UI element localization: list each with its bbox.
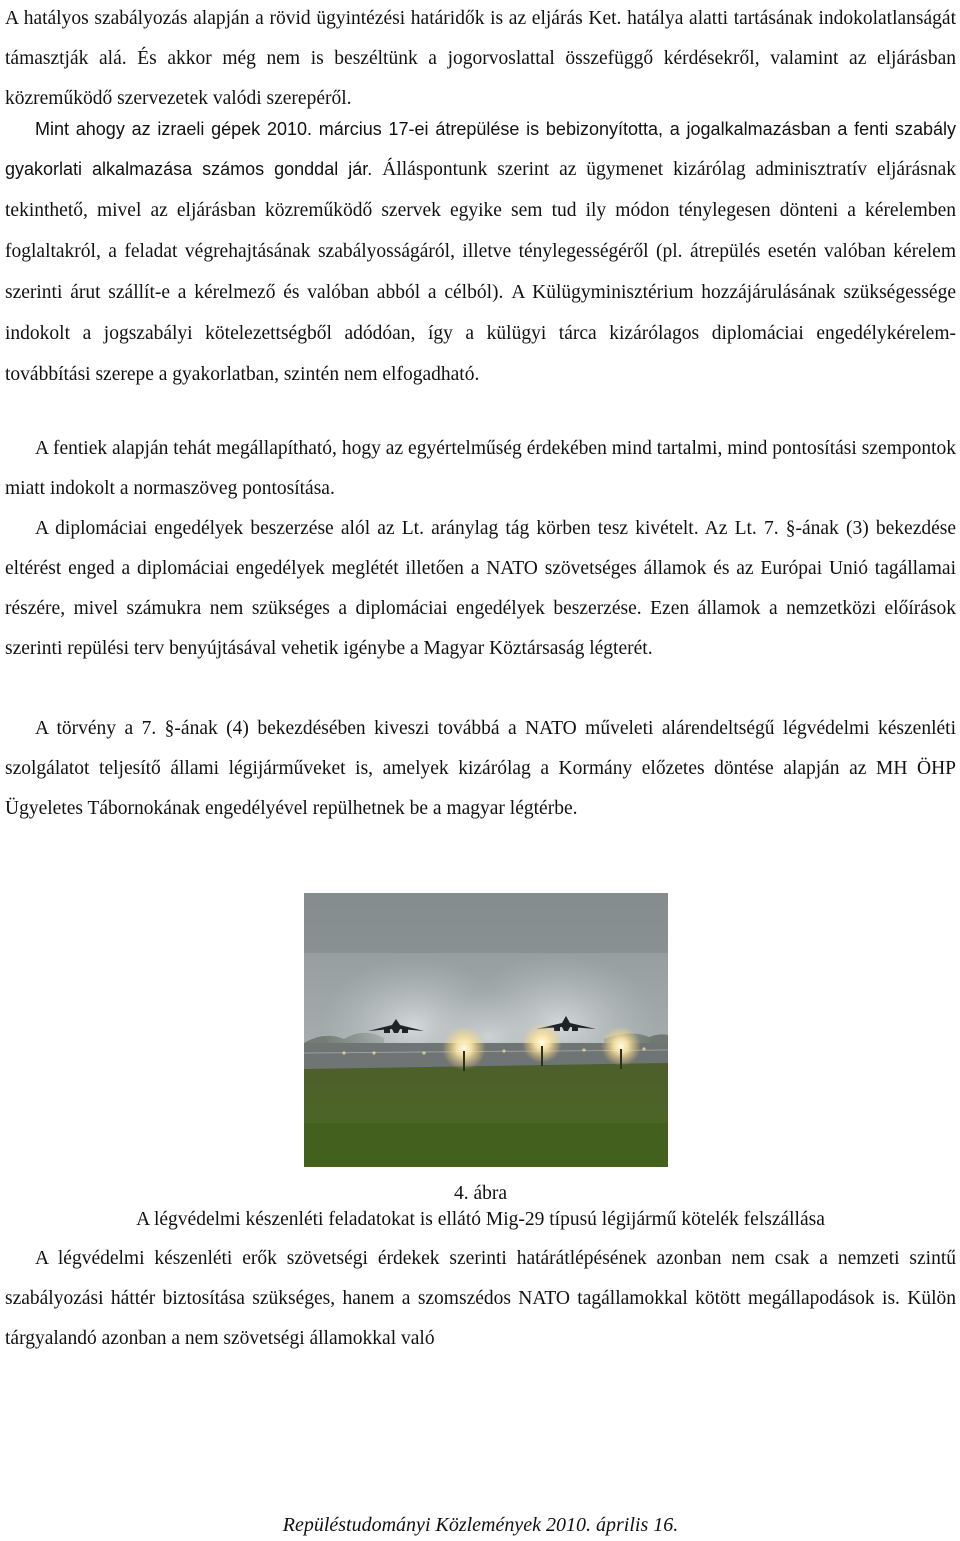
- figure-photo-mig29-takeoff: [304, 893, 668, 1167]
- paragraph-1: A hatályos szabályozás alapján a rövid ügyintézési határidők is az eljárás Ket. hatálya alatti tartásának indokolatlanságát támasztják alá. És akkor még nem is beszéltünk a jogorvoslattal összefüggő kérdésekről, valamint az eljárásban közreműködő szervezetek valódi szerepéről.: [5, 8, 956, 109]
- paragraph-6: A légvédelmi készenléti erők szövetségi érdekek szerinti határátlépésének azonban nem csak a nemzeti szintű szabályozási háttér biztosítása szükséges, hanem a szomszédos NATO tagállamokkal kötött megállapodások is. Külön tárgyalandó azonban a nem szövetségi államokkal való: [5, 1248, 956, 1349]
- paragraph-3: A fentiek alapján tehát megállapítható, hogy az egyértelműség érdekében mind tartalmi, mind pontosítási szempontok miatt indokolt a normaszöveg pontosítása.: [5, 438, 956, 499]
- paragraph-4: A diplomáciai engedélyek beszerzése alól az Lt. aránylag tág körben tesz kivételt. Az Lt. 7. §-ának (3) bekezdése eltérést enged a diplomáciai engedélyek meglétét illetően a NATO szövetséges államok és az Európai Unió tagállamai részére, mivel számukra nem szükséges a diplomáciai engedélyek beszerzése. Ezen államok a nemzetközi előírások szerinti repülési terv benyújtásával vehetik igénybe a Magyar Köztársaság légterét.: [5, 518, 956, 659]
- figure-caption: A légvédelmi készenléti feladatokat is ellátó Mig-29 típusú légijármű kötelék felszállása: [136, 1209, 825, 1230]
- paragraph-2-sentence-3: A Külügyminisztérium hozzájárulásának szükségessége indokolt a jogszabályi kötelezettségből adódóan, így a külügyi tárca kizárólagos diplomáciai engedélykérelem-továbbítási szerepe a gyakorlatban, szintén nem elfogadható.: [5, 282, 956, 385]
- figure-number: 4. ábra: [453, 1183, 508, 1204]
- paragraph-2-sentence-1: Mint ahogy az izraeli gépek 2010. március 17-ei átrepülése is bebizonyította, a jogalkalmazásban a fenti szabály gyakorlati alkalmazása számos gonddal jár.: [5, 119, 956, 179]
- page-footer: Repüléstudományi Közlemények 2010. április 16.: [282, 1514, 679, 1536]
- paragraph-2-sentence-2: Álláspontunk szerint az ügymenet kizárólag adminisztratív eljárásnak tekinthető, mivel az eljárásban közreműködő szervek egyike sem tud ily módon ténylegesen dönteni a kérelemben foglaltakról, a feladat végrehajtásának szabályosságáról, illetve ténylegességéről (pl. átrepülés esetén valóban kérelem szerinti árut szállít-e a kérelmező és valóban abból a célból).: [5, 159, 956, 303]
- paragraph-5: A törvény a 7. §-ának (4) bekezdésében kiveszi továbbá a NATO műveleti alárendeltségű légvédelmi készenléti szolgálatot teljesítő állami légijárműveket is, amelyek kizárólag a Kormány előzetes döntése alapján az MH ÖHP Ügyeletes Tábornokának engedélyével repülhetnek be a magyar légtérbe.: [5, 718, 956, 819]
- paragraph-2: [5, 109, 956, 395]
